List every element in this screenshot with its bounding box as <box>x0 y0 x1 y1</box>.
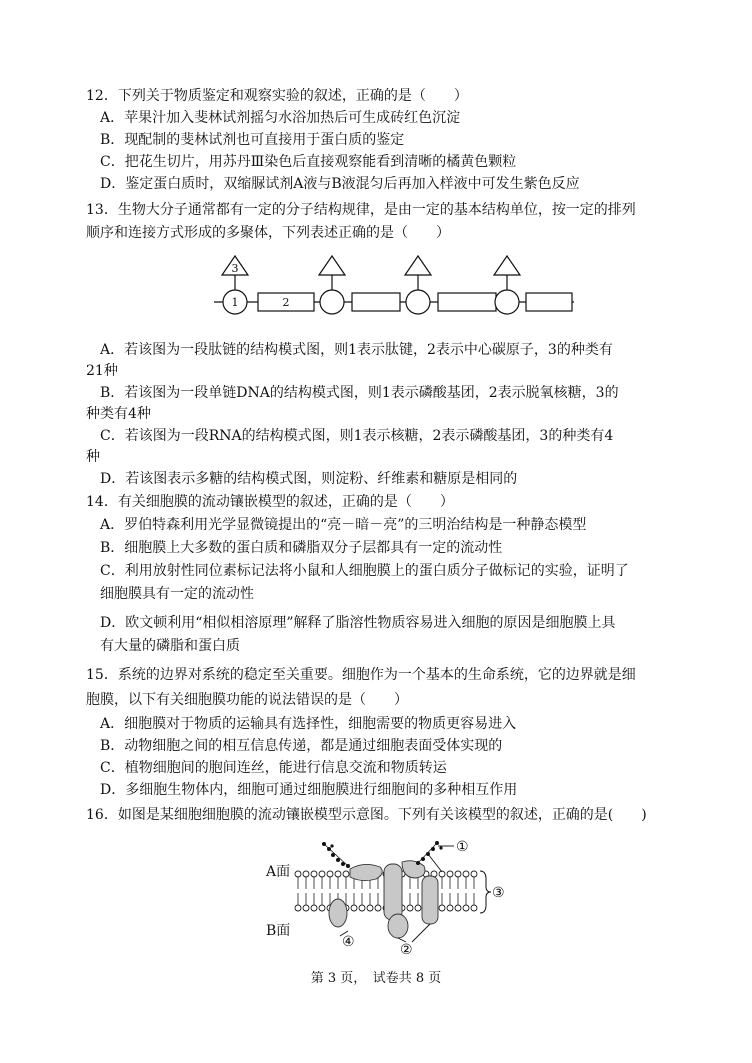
q16-stem: 16．如图是某细胞细胞膜的流动镶嵌模型示意图。下列有关该模型的叙述，正确的是( ) <box>86 807 647 823</box>
q12-option-d: D．鉴定蛋白质时，双缩脲试剂A液与B液混匀后再加入样液中可发生紫色反应 <box>100 176 580 192</box>
protein-top <box>350 864 382 880</box>
label-circled-3: ③ <box>492 885 505 901</box>
label-circled-2: ② <box>400 942 413 956</box>
q13-stem-line1: 13．生物大分子通常都有一定的分子结构规律，是由一定的基本结构单位，按一定的排列 <box>86 202 636 218</box>
q14-option-d-line2: 有大量的磷脂和蛋白质 <box>100 638 240 654</box>
q16-membrane-diagram <box>262 836 522 956</box>
q14-option-d-line1: D．欧文顿利用“相似相溶原理”解释了脂溶性物质容易进入细胞的原因是细胞膜上具 <box>100 615 616 631</box>
q14-option-c-line2: 细胞膜具有一定的流动性 <box>100 586 254 602</box>
protein-4 <box>329 899 347 927</box>
q15-option-b: B．动物细胞之间的相互信息传递，都是通过细胞表面受体实现的 <box>100 738 503 754</box>
q12-option-c: C．把花生切片，用苏丹Ⅲ染色后直接观察能看到清晰的橘黄色颗粒 <box>100 154 517 170</box>
protein-transmembrane-2 <box>422 876 438 924</box>
q12-stem: 12．下列关于物质鉴定和观察实验的叙述，正确的是（ ） <box>86 88 468 104</box>
label-circled-1: ① <box>456 839 469 855</box>
label-1: 1 <box>231 296 239 309</box>
q13-option-b-line2: 种类有4种 <box>86 406 151 422</box>
q14-option-a: A．罗伯特森利用光学显微镜提出的“亮－暗－亮”的三明治结构是一种静态模型 <box>100 517 587 533</box>
q13-option-b-line1: B．若该图为一段单链DNA的结构模式图，则1表示磷酸基团，2表示脱氧核糖，3的 <box>100 385 619 401</box>
q15-option-a: A．细胞膜对于物质的运输具有选择性，细胞需要的物质更容易进入 <box>100 716 517 732</box>
q13-option-a-line2: 21种 <box>86 363 118 379</box>
q13-option-d: D．若该图表示多糖的结构模式图，则淀粉、纤维素和糖原是相同的 <box>100 471 518 487</box>
a-side-label: A面 <box>266 864 291 880</box>
q13-option-c-line2: 种 <box>86 449 100 465</box>
protein-2 <box>388 914 408 938</box>
q15-stem-line2: 胞膜，以下有关细胞膜功能的说法错误的是（ ） <box>86 692 408 708</box>
b-side-label: B面 <box>266 923 291 939</box>
q13-option-a-line1: A．若该图为一段肽链的结构模式图，则1表示肽键，2表示中心碳原子，3的种类有 <box>100 342 613 358</box>
protein-transmembrane-1 <box>384 864 402 920</box>
label-2: 2 <box>282 296 290 309</box>
q14-option-b: B．细胞膜上大多数的蛋白质和磷脂双分子层都具有一定的流动性 <box>100 540 503 556</box>
label-circled-4: ④ <box>342 934 355 950</box>
q14-stem: 14．有关细胞膜的流动镶嵌模型的叙述，正确的是（ ） <box>86 494 454 510</box>
q13-polymer-diagram <box>210 252 580 322</box>
q15-stem-line1: 15．系统的边界对系统的稳定至关重要。细胞作为一个基本的生命系统，它的边界就是细 <box>86 667 636 683</box>
q15-option-d: D．多细胞生物体内，细胞可通过细胞膜进行细胞间的多种相互作用 <box>100 782 518 798</box>
q12-option-b: B．现配制的斐林试剂也可直接用于蛋白质的鉴定 <box>100 132 405 148</box>
q15-option-c: C．植物细胞间的胞间连丝，能进行信息交流和物质转运 <box>100 760 447 776</box>
q13-stem-line2: 顺序和连接方式形成的多聚体，下列表述正确的是（ ） <box>86 225 450 241</box>
q13-option-c-line1: C．若该图为一段RNA的结构模式图，则1表示核糖，2表示磷酸基团，3的种类有4 <box>100 428 614 444</box>
page-footer: 第 3 页， 试卷共 8 页 <box>310 971 442 986</box>
q14-option-c-line1: C．利用放射性同位素标记法将小鼠和人细胞膜上的蛋白质分子做标记的实验，证明了 <box>100 563 629 579</box>
q12-option-a: A．苹果汁加入斐林试剂摇匀水浴加热后可生成砖红色沉淀 <box>100 110 461 126</box>
label-3: 3 <box>231 262 239 275</box>
